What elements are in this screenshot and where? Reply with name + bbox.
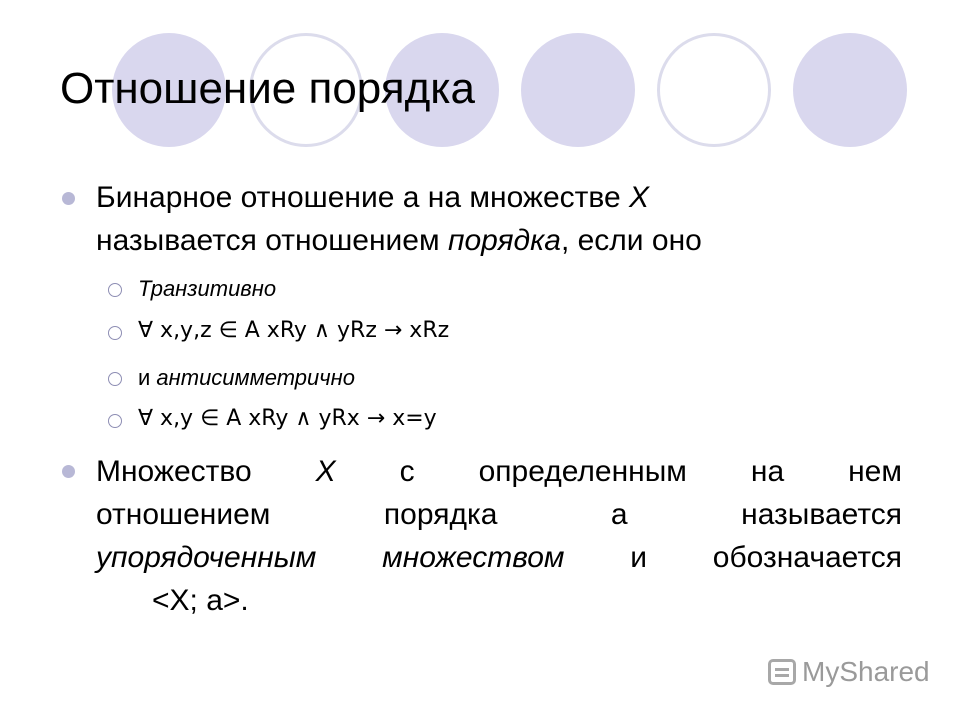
bullet-1-marker [62, 192, 75, 205]
sub-bullet-3-prefix: и [138, 365, 157, 390]
bullet-1-line-2-tail: , если оно [560, 224, 702, 257]
sub-bullet-3-marker [108, 372, 122, 386]
sub-bullet-1-text [138, 276, 276, 302]
bullet-2-line-3 [96, 536, 902, 579]
watermark-text: MyShared [802, 656, 930, 687]
set-x-2: X [315, 455, 336, 488]
sub-bullet-4-marker [108, 414, 122, 428]
transitive-label: Транзитивно [138, 276, 277, 301]
bullet-2-text [96, 450, 902, 622]
bullet-2-line-1 [96, 450, 902, 493]
myshared-logo-icon [768, 659, 796, 685]
bullet-1-line-2 [96, 219, 702, 262]
transitive-formula: ∀ x,y,z ∈ A xRy ∧ yRz → xRz [138, 318, 450, 343]
slide-title: Отношение порядка [60, 64, 475, 113]
decor-ring-2 [657, 33, 771, 147]
sub-bullet-3-text [138, 365, 355, 391]
bullet-2-line-2: отношением порядка а называется [96, 498, 902, 531]
term-ordered-set: упорядоченным множеством [96, 541, 565, 574]
sub-bullet-2-marker [108, 326, 122, 340]
bullet-2-line-3-tail: и обозначается [564, 541, 902, 574]
bullet-2-line-1-text: Множество [96, 455, 316, 488]
bullet-1-line-1 [96, 176, 702, 219]
bullet-1-line-1-text: Бинарное отношение а на множестве [96, 181, 630, 214]
sub-bullet-1-marker [108, 283, 122, 297]
antisymmetric-formula: ∀ x,y ∈ A xRy ∧ yRx → x=y [138, 406, 437, 431]
decor-circle-3 [521, 33, 635, 147]
decor-circle-4 [793, 33, 907, 147]
term-order: порядка [447, 224, 561, 257]
antisymmetric-label: антисимметрично [156, 365, 355, 390]
bullet-2-line-1-tail: с определенным на нем [335, 455, 902, 488]
set-x: X [629, 181, 650, 214]
bullet-2-line-4: <X; a>. [152, 584, 249, 617]
bullet-2-marker [62, 465, 75, 478]
watermark [768, 656, 930, 688]
bullet-1-line-2-text: называется отношением [96, 224, 448, 257]
bullet-1-text [96, 176, 702, 262]
